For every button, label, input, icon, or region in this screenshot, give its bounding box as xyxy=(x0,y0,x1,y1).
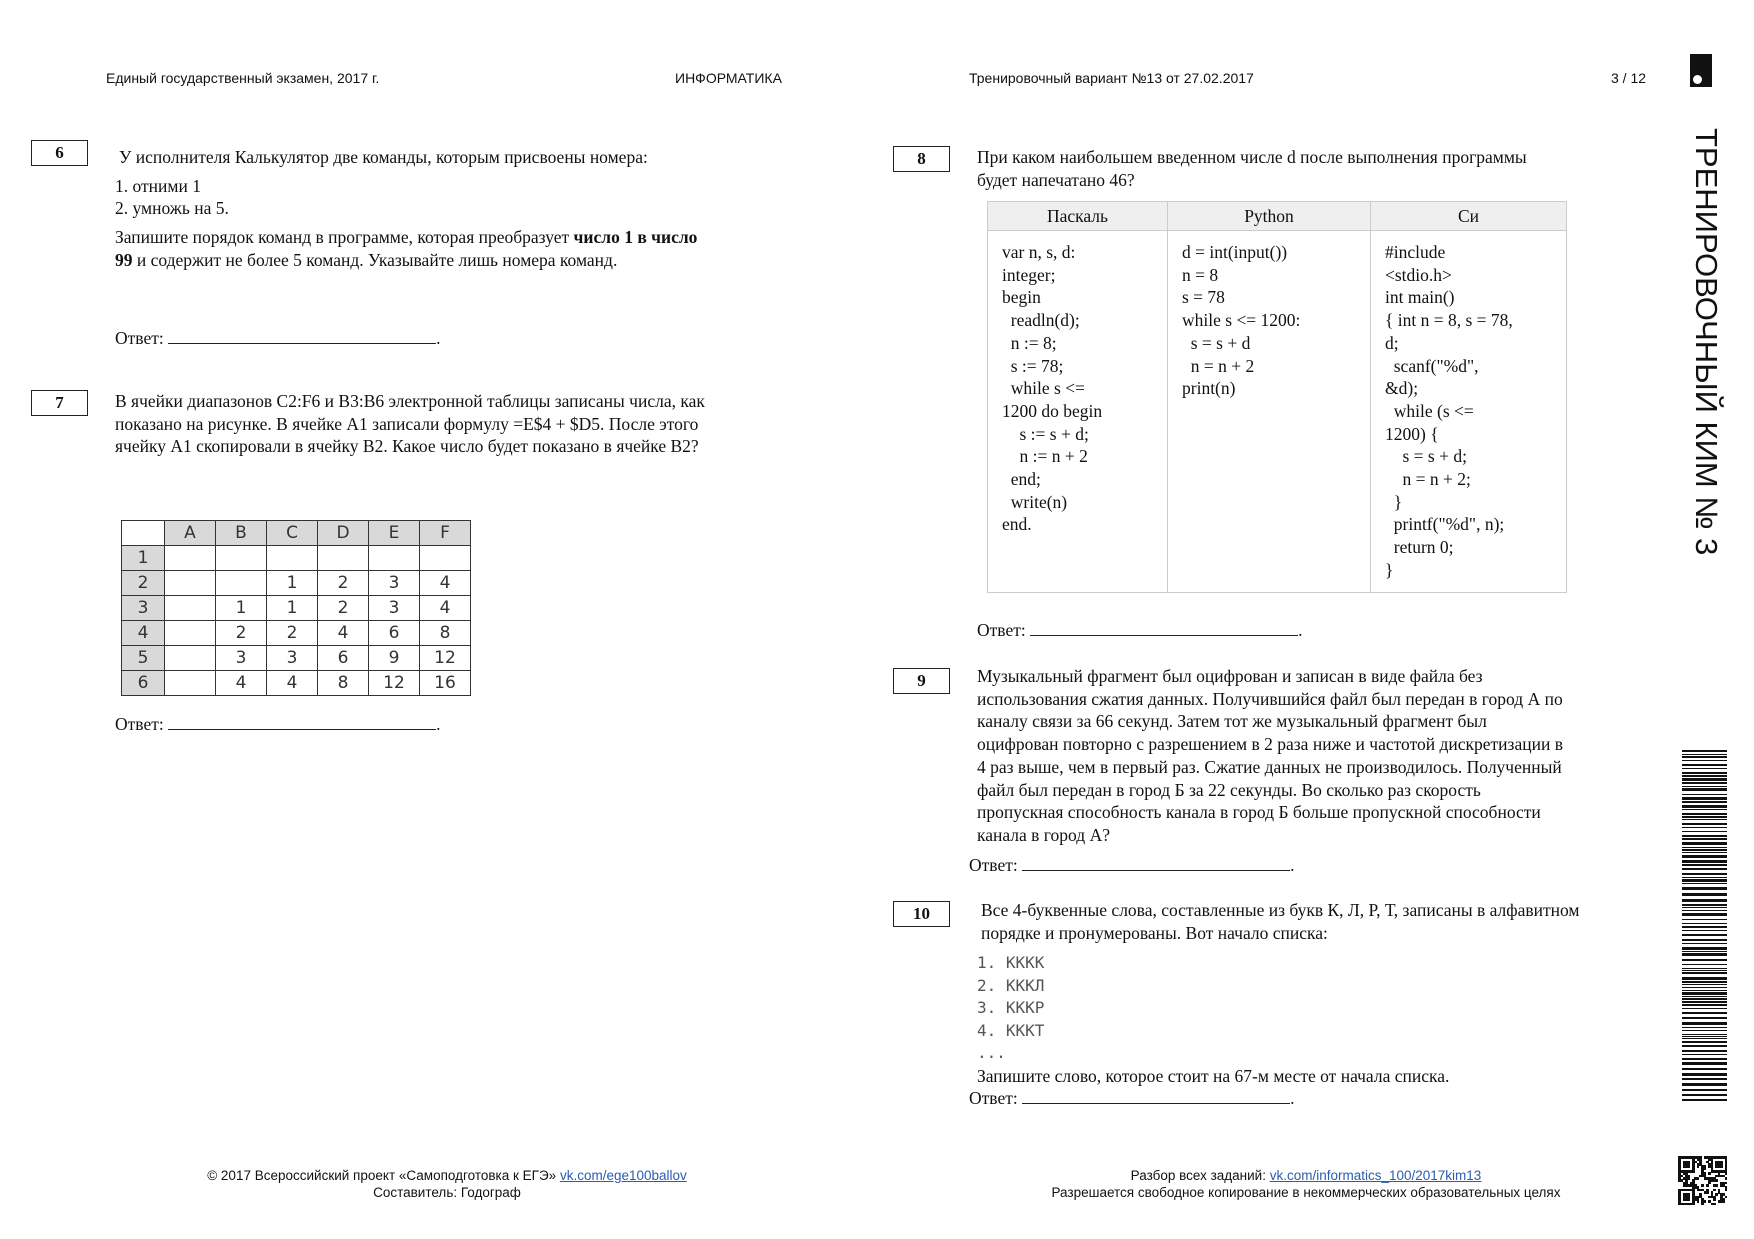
sheet-cell xyxy=(165,546,216,571)
footer-right xyxy=(1052,1167,1561,1201)
row-header: 1 xyxy=(122,546,165,571)
col-header: F xyxy=(420,521,471,546)
answer-label: Ответ: xyxy=(969,855,1018,875)
sheet-cell xyxy=(216,546,267,571)
sheet-cell xyxy=(420,546,471,571)
sheet-cell xyxy=(369,546,420,571)
answer-line[interactable] xyxy=(168,328,436,344)
header-variant: Тренировочный вариант №13 от 27.02.2017 xyxy=(969,70,1254,86)
question-10: Все 4-буквенные слова, составленные из букв К, Л, Р, Т, записаны в алфавитном порядке и пронумерованы. Вот начало списка: xyxy=(981,900,1580,943)
code-table xyxy=(987,201,1567,593)
answer-end: . xyxy=(1290,1088,1295,1108)
sheet-cell xyxy=(165,671,216,696)
sheet-cell: 2 xyxy=(216,621,267,646)
sheet-row xyxy=(122,671,471,696)
question-number-6: 6 xyxy=(31,140,88,166)
qr-code-icon xyxy=(1678,1156,1727,1205)
answer-line[interactable] xyxy=(1030,620,1298,636)
sheet-cell: 4 xyxy=(216,671,267,696)
sheet-row xyxy=(122,646,471,671)
sheet-cell: 4 xyxy=(267,671,318,696)
answer-end: . xyxy=(436,714,441,734)
q6-task-a: Запишите порядок команд в программе, которая преобразует xyxy=(115,227,574,248)
col-header: B xyxy=(216,521,267,546)
answer-6[interactable] xyxy=(115,328,440,349)
code-c: #include <stdio.h> int main() { int n = 8, s = 78, d; scanf("%d", &d); while (s <= 1200) { s = s + d; n = n + 2; } printf("%d", n); return 0; } xyxy=(1371,231,1567,593)
sheet-cell: 3 xyxy=(369,596,420,621)
footer-link-solutions[interactable]: vk.com/informatics_100/2017kim13 xyxy=(1269,1168,1482,1183)
question-number-7: 7 xyxy=(31,390,88,416)
row-header: 2 xyxy=(122,571,165,596)
question-number-8: 8 xyxy=(893,146,950,172)
sheet-row xyxy=(122,546,471,571)
answer-10[interactable] xyxy=(969,1088,1294,1109)
sheet-cell xyxy=(165,571,216,596)
answer-line[interactable] xyxy=(1022,1088,1290,1104)
answer-label: Ответ: xyxy=(115,714,164,734)
side-title: ТРЕНИРОВОЧНЫЙ КИМ № 3 xyxy=(1689,128,1724,556)
sheet-cell xyxy=(165,596,216,621)
sheet-cell: 3 xyxy=(369,571,420,596)
sheet-cell: 1 xyxy=(216,596,267,621)
sheet-cell xyxy=(318,546,369,571)
q6-task-bold: число 1 в число 99 xyxy=(115,227,698,270)
q6-cmd1: 1. отними 1 xyxy=(115,175,201,196)
question-number-10: 10 xyxy=(893,901,950,927)
corner-marker-icon xyxy=(1690,54,1712,87)
word-list: 1. КККК 2. КККЛ 3. КККР 4. КККТ ... xyxy=(977,953,1045,1062)
answer-7[interactable] xyxy=(115,714,440,735)
question-6 xyxy=(115,146,715,272)
answer-label: Ответ: xyxy=(969,1088,1018,1108)
sheet-cell: 4 xyxy=(420,571,471,596)
header-exam: Единый государственный экзамен, 2017 г. xyxy=(106,70,380,86)
spreadsheet xyxy=(121,520,471,696)
sheet-cell: 4 xyxy=(318,621,369,646)
answer-label: Ответ: xyxy=(115,328,164,348)
sheet-cell: 2 xyxy=(318,596,369,621)
q6-intro: У исполнителя Калькулятор две команды, которым присвоены номера: xyxy=(119,147,648,167)
sheet-cell: 3 xyxy=(216,646,267,671)
sheet-header-row xyxy=(122,521,471,546)
code-header-c: Си xyxy=(1371,202,1567,231)
answer-line[interactable] xyxy=(1022,855,1290,871)
sheet-cell xyxy=(216,571,267,596)
header-subject: ИНФОРМАТИКА xyxy=(675,70,782,86)
sheet-cell xyxy=(165,621,216,646)
question-7: В ячейки диапазонов C2:F6 и B3:B6 электронной таблицы записаны числа, как показано на рисунке. В ячейке A1 записали формулу =E$4 + $D5. После этого ячейку A1 скопировали в ячейку B2. Какое число будет показано в ячейке B2? xyxy=(115,391,705,457)
answer-label: Ответ: xyxy=(977,620,1026,640)
footer-left xyxy=(207,1167,687,1201)
sheet-cell: 3 xyxy=(267,646,318,671)
question-number-9: 9 xyxy=(893,668,950,694)
sheet-row xyxy=(122,571,471,596)
sheet-cell: 16 xyxy=(420,671,471,696)
col-header: E xyxy=(369,521,420,546)
question-9: Музыкальный фрагмент был оцифрован и записан в виде файла без использования сжатия данных. Получившийся файл был передан в город А по каналу связи за 66 секунд. Затем тот же музыкальный фрагмент был оцифрован повторно с разрешением в 2 раза ниже и частотой дискретизации в 4 раз выше, чем в первый раз. Сжатие данных не производилось. Полученный файл был передан в город Б за 22 секунды. Во сколько раз скорость пропускная способность канала в город Б больше пропускной способности канала в город А? xyxy=(977,666,1563,845)
row-header: 3 xyxy=(122,596,165,621)
sheet-cell: 2 xyxy=(267,621,318,646)
sheet-cell: 6 xyxy=(369,621,420,646)
answer-end: . xyxy=(436,328,441,348)
barcode-icon xyxy=(1682,750,1727,1102)
code-pascal: var n, s, d: integer; begin readln(d); n := 8; s := 78; while s <= 1200 do begin s := s + d; n := n + 2 end; write(n) end. xyxy=(988,231,1168,593)
sheet-cell: 8 xyxy=(318,671,369,696)
answer-8[interactable] xyxy=(977,620,1302,641)
sheet-cell: 9 xyxy=(369,646,420,671)
sheet-cell: 4 xyxy=(420,596,471,621)
q10-task: Запишите слово, которое стоит на 67-м месте от начала списка. xyxy=(977,1066,1450,1086)
sheet-cell xyxy=(267,546,318,571)
row-header: 6 xyxy=(122,671,165,696)
row-header: 4 xyxy=(122,621,165,646)
sheet-cell: 2 xyxy=(318,571,369,596)
sheet-cell: 1 xyxy=(267,571,318,596)
row-header: 5 xyxy=(122,646,165,671)
answer-line[interactable] xyxy=(168,714,436,730)
code-python: d = int(input()) n = 8 s = 78 while s <= 1200: s = s + d n = n + 2 print(n) xyxy=(1168,231,1371,593)
footer-copyright: © 2017 Всероссийский проект «Самоподготовка к ЕГЭ» xyxy=(207,1168,560,1183)
sheet-row xyxy=(122,596,471,621)
footer-link-ege[interactable]: vk.com/ege100ballov xyxy=(559,1168,687,1183)
footer-solutions-label: Разбор всех заданий: xyxy=(1130,1168,1270,1183)
sheet-cell: 6 xyxy=(318,646,369,671)
footer-author: Составитель: Годограф xyxy=(373,1185,521,1200)
question-8: При каком наибольшем введенном числе d после выполнения программы будет напечатано 46? xyxy=(977,147,1527,190)
answer-9[interactable] xyxy=(969,855,1294,876)
sheet-corner xyxy=(122,521,165,546)
footer-license: Разрешается свободное копирование в некоммерческих образовательных целях xyxy=(1051,1185,1561,1200)
sheet-cell: 12 xyxy=(369,671,420,696)
sheet-cell: 1 xyxy=(267,596,318,621)
col-header: A xyxy=(165,521,216,546)
code-header-python: Python xyxy=(1168,202,1371,231)
col-header: D xyxy=(318,521,369,546)
sheet-cell: 8 xyxy=(420,621,471,646)
sheet-cell: 12 xyxy=(420,646,471,671)
sheet-row xyxy=(122,621,471,646)
col-header: C xyxy=(267,521,318,546)
q6-cmd2: 2. умножь на 5. xyxy=(115,198,229,219)
q6-task-b: и содержит не более 5 команд. Указывайте лишь номера команд. xyxy=(132,249,618,270)
answer-end: . xyxy=(1290,855,1295,875)
answer-end: . xyxy=(1298,620,1303,640)
q6-task xyxy=(115,226,715,271)
code-header-pascal: Паскаль xyxy=(988,202,1168,231)
sheet-cell xyxy=(165,646,216,671)
header-page: 3 / 12 xyxy=(1611,70,1647,86)
